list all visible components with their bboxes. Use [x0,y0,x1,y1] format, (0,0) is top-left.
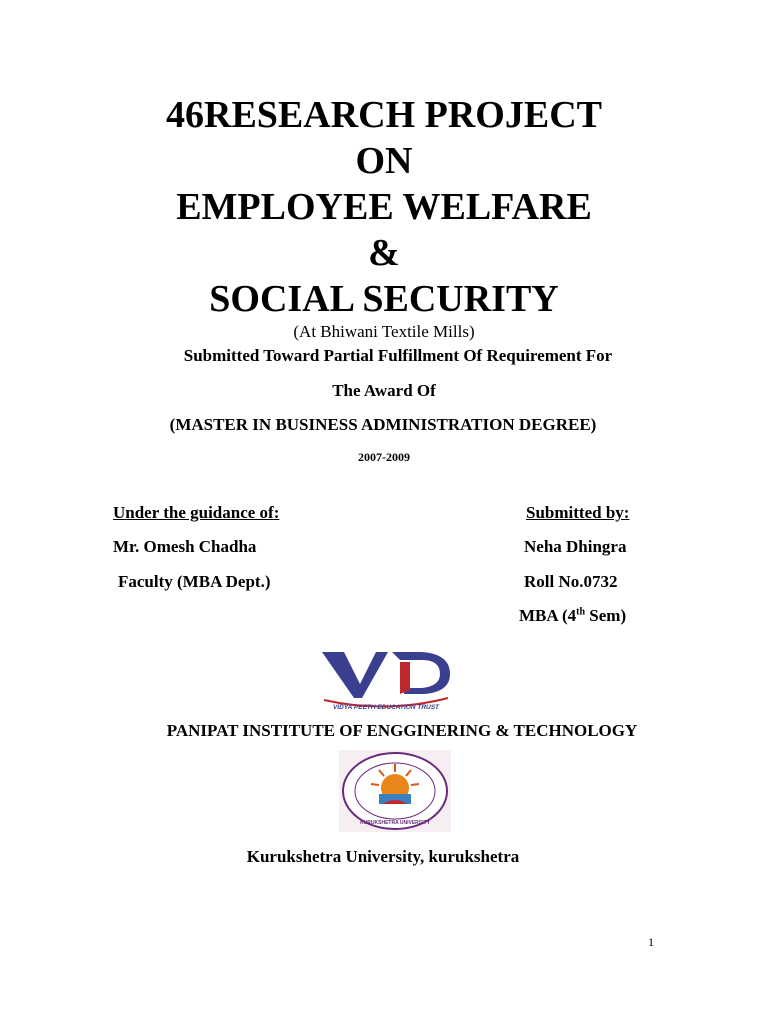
degree-line: (MASTER IN BUSINESS ADMINISTRATION DEGREE) [169,415,597,434]
location-subtitle: (At Bhiwani Textile Mills) [293,322,475,341]
title-line-1: 46RESEARCH PROJECT [166,94,602,136]
guidance-heading: Under the guidance of: [113,503,280,522]
kurukshetra-seal-caption: KURUKSHETRA UNIVERSITY [360,820,430,826]
title-line-3: EMPLOYEE WELFARE [176,186,592,228]
title-line-2: ON [355,140,413,182]
years-line: 2007-2009 [358,450,410,464]
guide-role: Faculty (MBA Dept.) [118,572,271,591]
title-line-4: & [368,232,400,274]
submitted-by-heading: Submitted by: [526,503,630,522]
student-name: Neha Dhingra [524,537,627,556]
title-line-5: SOCIAL SECURITY [209,278,559,320]
roll-number: Roll No.0732 [524,572,618,591]
submission-line-2: The Award Of [332,381,436,400]
program-semester: MBA (4th Sem) [519,606,627,625]
university-name: Kurukshetra University, kurukshetra [246,847,520,866]
page-number: 1 [648,935,654,949]
vidya-peeth-logo [318,648,454,712]
kurukshetra-university-seal [339,750,451,832]
vidya-peeth-logo-caption: VIDYA PEETH EDUCATION TRUST [332,704,440,711]
institute-name: PANIPAT INSTITUTE OF ENGGINERING & TECHNOLOGY [166,721,638,740]
submission-line-1: Submitted Toward Partial Fulfillment Of Requirement For [183,346,613,365]
guide-name: Mr. Omesh Chadha [113,537,257,556]
